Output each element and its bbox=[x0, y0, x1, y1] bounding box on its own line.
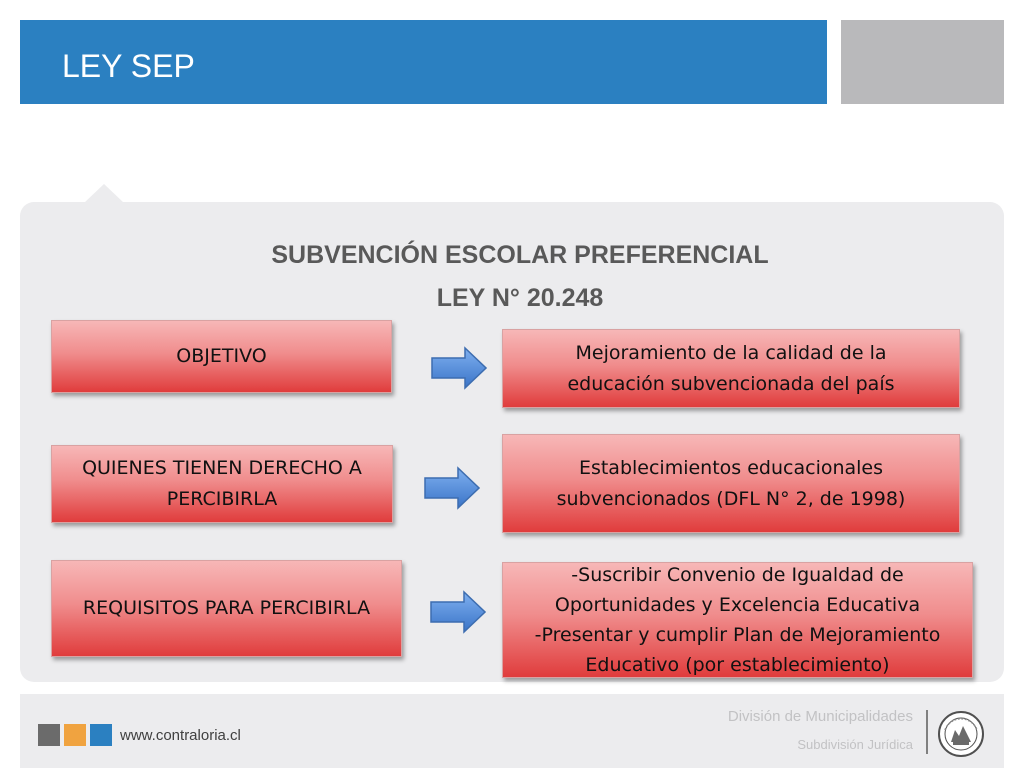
label-line: PERCIBIRLA bbox=[166, 488, 278, 510]
description-line: Oportunidades y Excelencia Educativa bbox=[554, 594, 921, 616]
contraloria-seal-icon bbox=[937, 710, 985, 758]
footer-square-orange bbox=[64, 724, 86, 746]
label-box-quienes bbox=[51, 445, 393, 523]
right-arrow-icon bbox=[431, 346, 487, 390]
description-box-quienes bbox=[502, 434, 960, 533]
footer-square-blue bbox=[90, 724, 112, 746]
label-line: OBJETIVO bbox=[176, 345, 267, 367]
header-gray-block bbox=[841, 20, 1004, 104]
footer-divider bbox=[926, 710, 928, 754]
panel-heading: SUBVENCIÓN ESCOLAR PREFERENCIAL bbox=[271, 241, 769, 269]
right-arrow-icon bbox=[430, 590, 486, 634]
panel-subheading: LEY N° 20.248 bbox=[436, 284, 604, 312]
description-line: subvencionados (DFL N° 2, de 1998) bbox=[556, 487, 906, 510]
footer-square-gray bbox=[38, 724, 60, 746]
description-line: Establecimientos educacionales bbox=[578, 456, 884, 479]
description-line: -Suscribir Convenio de Igualdad de bbox=[571, 564, 904, 586]
description-line: Educativo (por establecimiento) bbox=[585, 654, 890, 676]
division-label: División de Municipalidades bbox=[727, 708, 913, 725]
panel-notch bbox=[84, 184, 124, 203]
description-box-requisitos bbox=[502, 562, 973, 678]
label-line: REQUISITOS PARA PERCIBIRLA bbox=[82, 597, 371, 619]
description-box-objetivo bbox=[502, 329, 960, 408]
label-line: QUIENES TIENEN DERECHO A bbox=[82, 457, 362, 479]
slide-title: LEY SEP bbox=[62, 48, 195, 84]
website-link[interactable]: www.contraloria.cl bbox=[120, 727, 241, 744]
label-box-requisitos bbox=[51, 560, 402, 657]
subdivision-label: Subdivisión Jurídica bbox=[797, 737, 913, 752]
description-line: educación subvencionada del país bbox=[567, 372, 895, 395]
right-arrow-icon bbox=[424, 466, 480, 510]
description-line: Mejoramiento de la calidad de la bbox=[575, 341, 887, 364]
title-bar bbox=[20, 20, 827, 104]
description-line: -Presentar y cumplir Plan de Mejoramiento bbox=[534, 624, 941, 646]
label-box-objetivo bbox=[51, 320, 392, 393]
